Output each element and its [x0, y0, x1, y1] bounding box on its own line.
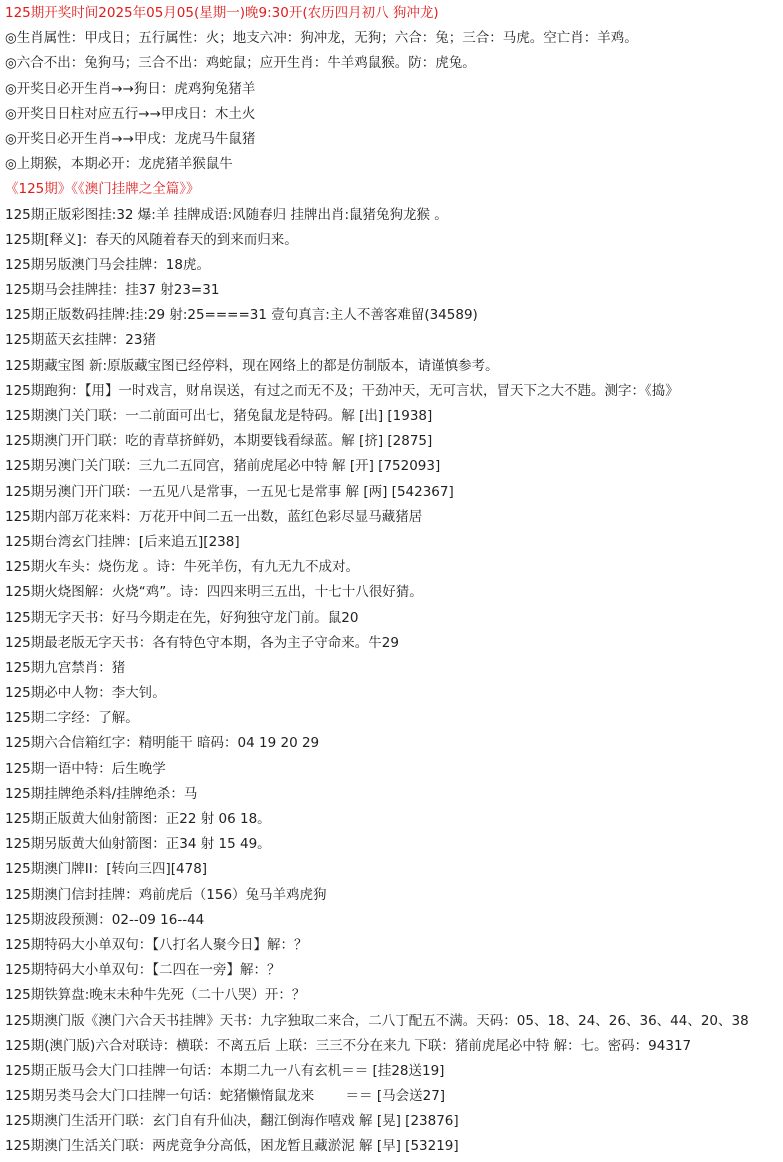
- text-line: 125期开奖时间2025年05月05(星期一)晚9:30开(农历四月初八 狗冲龙): [5, 5, 439, 21]
- text-line: 《125期》《《澳门挂牌之全篇》》: [5, 181, 200, 198]
- text-line: 125期正版彩图挂:32 爆:羊 挂牌成语:风随春归 挂牌出肖:鼠猪兔狗龙猴 。: [5, 206, 448, 223]
- text-line: 125期蓝天玄挂牌：23猪: [5, 332, 156, 349]
- text-line: ◎六合不出：兔狗马；三合不出：鸡蛇鼠；应开生肖：牛羊鸡鼠猴。防：虎兔。: [5, 55, 476, 72]
- text-line: 125期波段预测：02--09 16--44: [5, 911, 205, 928]
- text-line: 125期台湾玄门挂牌：[后来追五][238]: [5, 533, 240, 550]
- text-line: 125期(澳门版)六合对联诗：横联：不离五后 上联：三三不分在来九 下联：猪前虎尾必中特 解：七。密码：94317: [5, 1037, 692, 1054]
- text-line: 125期火车头：烧伤龙 。诗：牛死羊伤，有九无九不成对。: [5, 559, 360, 576]
- text-line: 125期澳门版《澳门六合天书挂牌》天书：九字独取二来合，二八丁配五不满。天码：05、18、24、26、36、44、20、38: [5, 1012, 749, 1029]
- text-line: 125期藏宝图 新:原版藏宝图已经停料，现在网络上的都是仿制版本，请谨慎参考。: [5, 357, 499, 374]
- text-line: 125期澳门信封挂牌：鸡前虎后（156）兔马羊鸡虎狗: [5, 886, 327, 903]
- text-line: 125期澳门生活关门联：两虎竟争分高低，困龙暂且藏淤泥 解 [早] [53219]: [5, 1138, 459, 1155]
- text-line: 125期九宫禁肖：猪: [5, 659, 126, 676]
- text-line: ◎生肖属性：甲戌日；五行属性：火；地支六冲：狗冲龙，无狗；六合：兔；三合：马虎。空亡肖：羊鸡。: [5, 30, 638, 47]
- text-line: 125期另类马会大门口挂牌一句话：蛇猪懒惰鼠龙来 ＝＝ [马会送27]: [5, 1088, 446, 1105]
- text-line: 125期另澳门开门联：一五见八是常事，一五见七是常事 解 [两] [542367]: [5, 483, 454, 500]
- text-line: 125期内部万花来料：万花开中间二五一出数，蓝红色彩尽显马藏猪居: [5, 508, 423, 525]
- text-line: 125期特码大小单双句：【八打名人聚今日】解：？: [5, 936, 308, 953]
- text-line: 125期澳门关门联：一二前面可出七，猪兔鼠龙是特码。解 [出] [1938]: [5, 408, 433, 424]
- text-line: 125期最老版无字天书：各有特色守本期，各为主子守命来。牛29: [5, 634, 399, 651]
- text-line: 125期另版澳门马会挂牌：18虎。: [5, 256, 210, 273]
- text-line: 125期马会挂牌挂：挂37 射23=31: [5, 282, 220, 299]
- text-line: 125期无字天书：好马今期走在先，好狗独守龙门前。鼠20: [5, 609, 359, 626]
- text-line: 125期二字经：了解。: [5, 710, 139, 727]
- text-line: 125期澳门牌II：[转向三四][478]: [5, 861, 208, 878]
- text-line: 125期火烧图解：火烧“鸡”。诗：四四来明三五出，十七十八很好猜。: [5, 584, 423, 601]
- text-line: ◎开奖日日柱对应五行→→甲戌日：木土火: [5, 105, 256, 122]
- text-line: 125期[释义]：春天的风随着春天的到来而归来。: [5, 231, 298, 248]
- text-line: 125期澳门开门联：吃的青草挤鲜奶，本期要钱看绿蓝。解 [挤] [2875]: [5, 433, 433, 450]
- text-line: 125期一语中特：后生晚学: [5, 760, 166, 777]
- text-line: 125期必中人物：李大钊。: [5, 685, 166, 702]
- text-line: 125期正版马会大门口挂牌一句话：本期二九一八有玄机＝＝ [挂28送19]: [5, 1062, 445, 1079]
- text-line: 125期另版黄大仙射箭图：正34 射 15 49。: [5, 836, 271, 853]
- text-line: ◎上期猴，本期必开：龙虎猪羊猴鼠牛: [5, 156, 233, 173]
- text-line: 125期正版数码挂牌:挂:29 射:25====31 壹句真言:主人不善客难留(34589): [5, 307, 478, 324]
- text-line: 125期特码大小单双句：【二四在一旁】解：？: [5, 962, 281, 979]
- text-line: ◎开奖日必开生肖→→甲戌：龙虎马牛鼠猪: [5, 130, 256, 147]
- text-line: 125期正版黄大仙射箭图：正22 射 06 18。: [5, 811, 271, 827]
- text-line: ◎开奖日必开生肖→→狗日：虎鸡狗兔猪羊: [5, 80, 256, 97]
- text-line: 125期六合信箱红字：精明能干 暗码：04 19 20 29: [5, 735, 320, 752]
- text-line: 125期澳门生活开门联：玄门自有升仙决，翻江倒海作嘻戏 解 [晃] [23876]: [5, 1113, 459, 1130]
- text-line: 125期挂牌绝杀料/挂牌绝杀：马: [5, 785, 198, 802]
- text-line: 125期跑狗：【用】一时戏言，财帛误送，有过之而无不及；干劲冲天，无可言状，冒天下之大不韪。测字：《捣》: [5, 382, 679, 399]
- text-line: 125期另澳门关门联：三九二五同宫，猪前虎尾必中特 解 [开] [752093]: [5, 458, 441, 475]
- text-line: 125期铁算盘:晚末未种牛先死（二十八哭）开：？: [5, 987, 306, 1004]
